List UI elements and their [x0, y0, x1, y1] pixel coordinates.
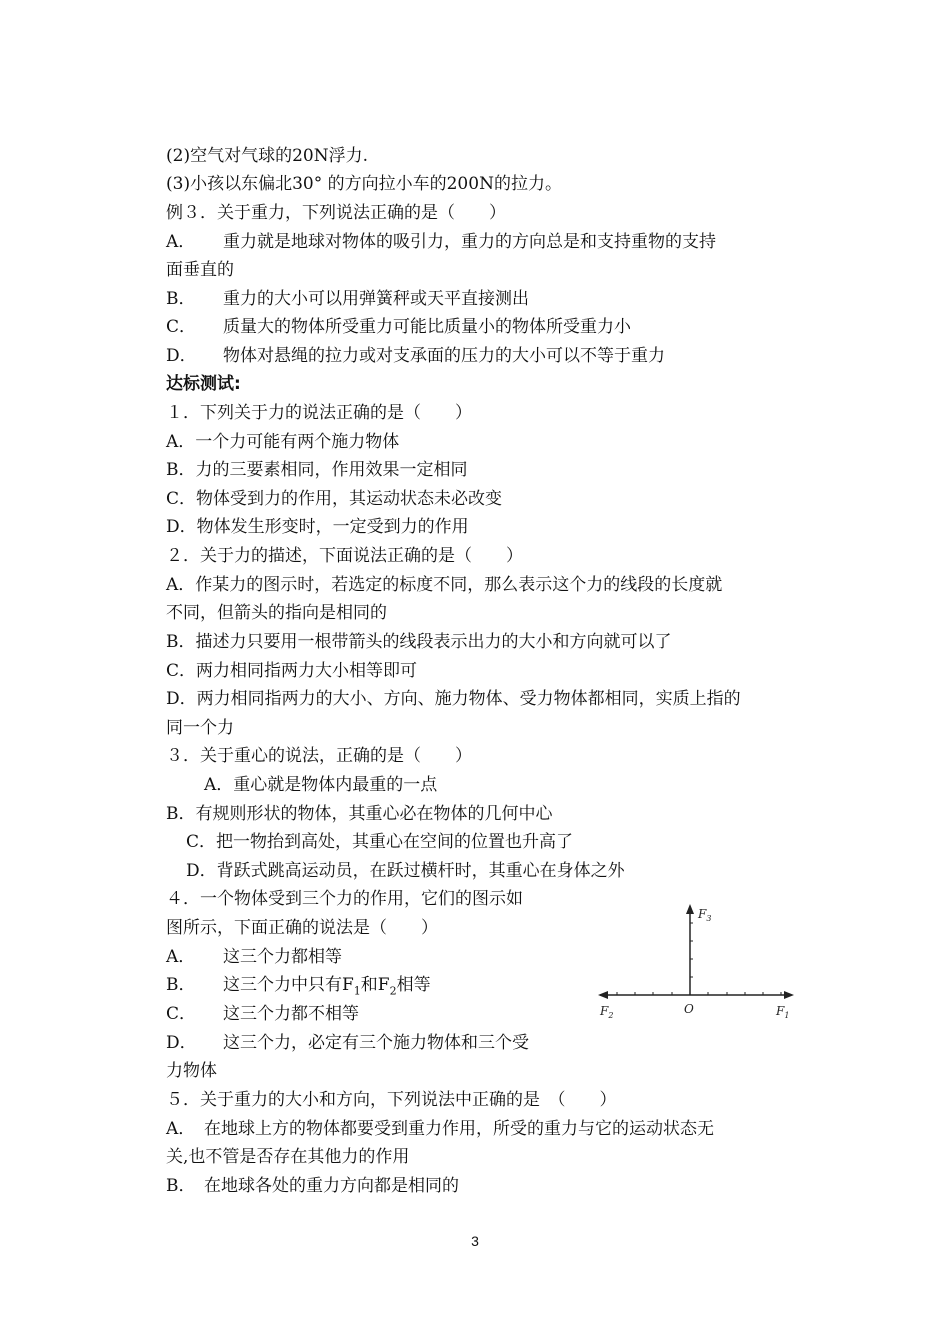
option-text: 物体对悬绳的拉力或对支承面的压力的大小可以不等于重力 — [223, 346, 665, 366]
option-text: 这三个力中只有$F_1$和$F_2$相等 — [223, 975, 431, 998]
option-label: C． — [166, 1004, 197, 1024]
option-label: B． — [166, 975, 196, 995]
question-3-option-b: B．有规则形状的物体，其重心必在物体的几何中心 — [166, 804, 553, 824]
f1-arrowhead — [784, 991, 794, 999]
f3-label: $F_3$ — [698, 907, 712, 923]
question-2-option-c: C．两力相同指两力大小相等即可 — [166, 661, 418, 681]
text-line: 同一个力 — [166, 718, 234, 738]
question-5-option-b — [166, 1176, 459, 1196]
question-2-option-a: A．作某力的图示时，若选定的标度不同，那么表示这个力的线段的长度就 — [166, 575, 723, 595]
question-1: １．下列关于力的说法正确的是（ ） — [166, 403, 472, 423]
option-text: 在地球各处的重力方向都是相同的 — [204, 1176, 459, 1196]
text-line: 关,也不管是否存在其他力的作用 — [166, 1147, 410, 1167]
question-2: ２．关于力的描述，下面说法正确的是（ ） — [166, 546, 523, 566]
f2-arrowhead — [598, 991, 608, 999]
example-3-option-c — [166, 317, 631, 337]
option-text: 这三个力都不相等 — [223, 1004, 359, 1024]
option-label: B． — [166, 289, 196, 309]
f3-arrowhead — [686, 904, 694, 914]
option-label: B． — [166, 1176, 196, 1196]
text-line: 不同，但箭头的指向是相同的 — [166, 603, 387, 623]
question-5: ５．关于重力的大小和方向，下列说法中正确的是 （ ） — [166, 1090, 617, 1110]
question-2-option-d: D．两力相同指两力的大小、方向、施力物体、受力物体都相同，实质上指的 — [166, 689, 741, 709]
question-3-option-a: A．重心就是物体内最重的一点 — [204, 775, 438, 795]
f2-label: $F_2$ — [600, 1004, 614, 1020]
example-3-option-a — [166, 232, 716, 252]
question-5-option-a — [166, 1119, 714, 1139]
example-3-question: 例３．关于重力，下列说法正确的是（ ） — [166, 203, 506, 223]
option-text: 质量大的物体所受重力可能比质量小的物体所受重力小 — [223, 317, 631, 337]
f1-label: $F_1$ — [776, 1004, 790, 1020]
question-4-option-c — [166, 1004, 359, 1024]
question-1-option-d: D．物体发生形变时，一定受到力的作用 — [166, 517, 469, 537]
option-label: A． — [166, 1119, 196, 1139]
question-3-option-d: D．背跃式跳高运动员，在跃过横杆时，其重心在身体之外 — [186, 861, 625, 881]
text-line: 面垂直的 — [166, 260, 234, 280]
page-number: 3 — [471, 1233, 479, 1249]
question-1-option-c: C．物体受到力的作用，其运动状态未必改变 — [166, 489, 503, 509]
example-3-option-b — [166, 289, 529, 309]
question-1-option-a: A．一个力可能有两个施力物体 — [166, 432, 400, 452]
force-diagram — [594, 900, 818, 1030]
text-line: (3)小孩以东偏北30° 的方向拉小车的200N的拉力。 — [166, 174, 562, 194]
text-line: 力物体 — [166, 1061, 217, 1081]
question-4-option-b — [166, 975, 431, 1001]
question-2-option-b: B．描述力只要用一根带箭头的线段表示出力的大小和方向就可以了 — [166, 632, 672, 652]
option-text: 这三个力，必定有三个施力物体和三个受 — [223, 1033, 529, 1053]
option-text: 重力就是地球对物体的吸引力，重力的方向总是和支持重物的支持 — [223, 232, 716, 252]
origin-label: O — [684, 1002, 694, 1016]
text-line: (2)空气对气球的20N浮力. — [166, 146, 368, 166]
option-label: A． — [166, 232, 196, 252]
question-1-option-b: B．力的三要素相同，作用效果一定相同 — [166, 460, 468, 480]
option-label: D． — [166, 1033, 197, 1053]
question-4-option-a — [166, 947, 342, 967]
option-text: 这三个力都相等 — [223, 947, 342, 967]
option-text: 重力的大小可以用弹簧秤或天平直接测出 — [223, 289, 529, 309]
option-label: A． — [166, 947, 196, 967]
question-3: ３．关于重心的说法，正确的是（ ） — [166, 746, 472, 766]
example-3-option-d — [166, 346, 665, 366]
text-line: 图所示，下面正确的说法是（ ） — [166, 918, 438, 938]
section-heading: 达标测试: — [166, 374, 241, 394]
question-4: ４．一个物体受到三个力的作用，它们的图示如 — [166, 889, 523, 909]
option-label: C． — [166, 317, 197, 337]
question-3-option-c: C．把一物抬到高处，其重心在空间的位置也升高了 — [186, 832, 574, 852]
question-4-option-d — [166, 1033, 529, 1053]
option-label: D． — [166, 346, 197, 366]
option-text: 在地球上方的物体都要受到重力作用，所受的重力与它的运动状态无 — [204, 1119, 714, 1139]
